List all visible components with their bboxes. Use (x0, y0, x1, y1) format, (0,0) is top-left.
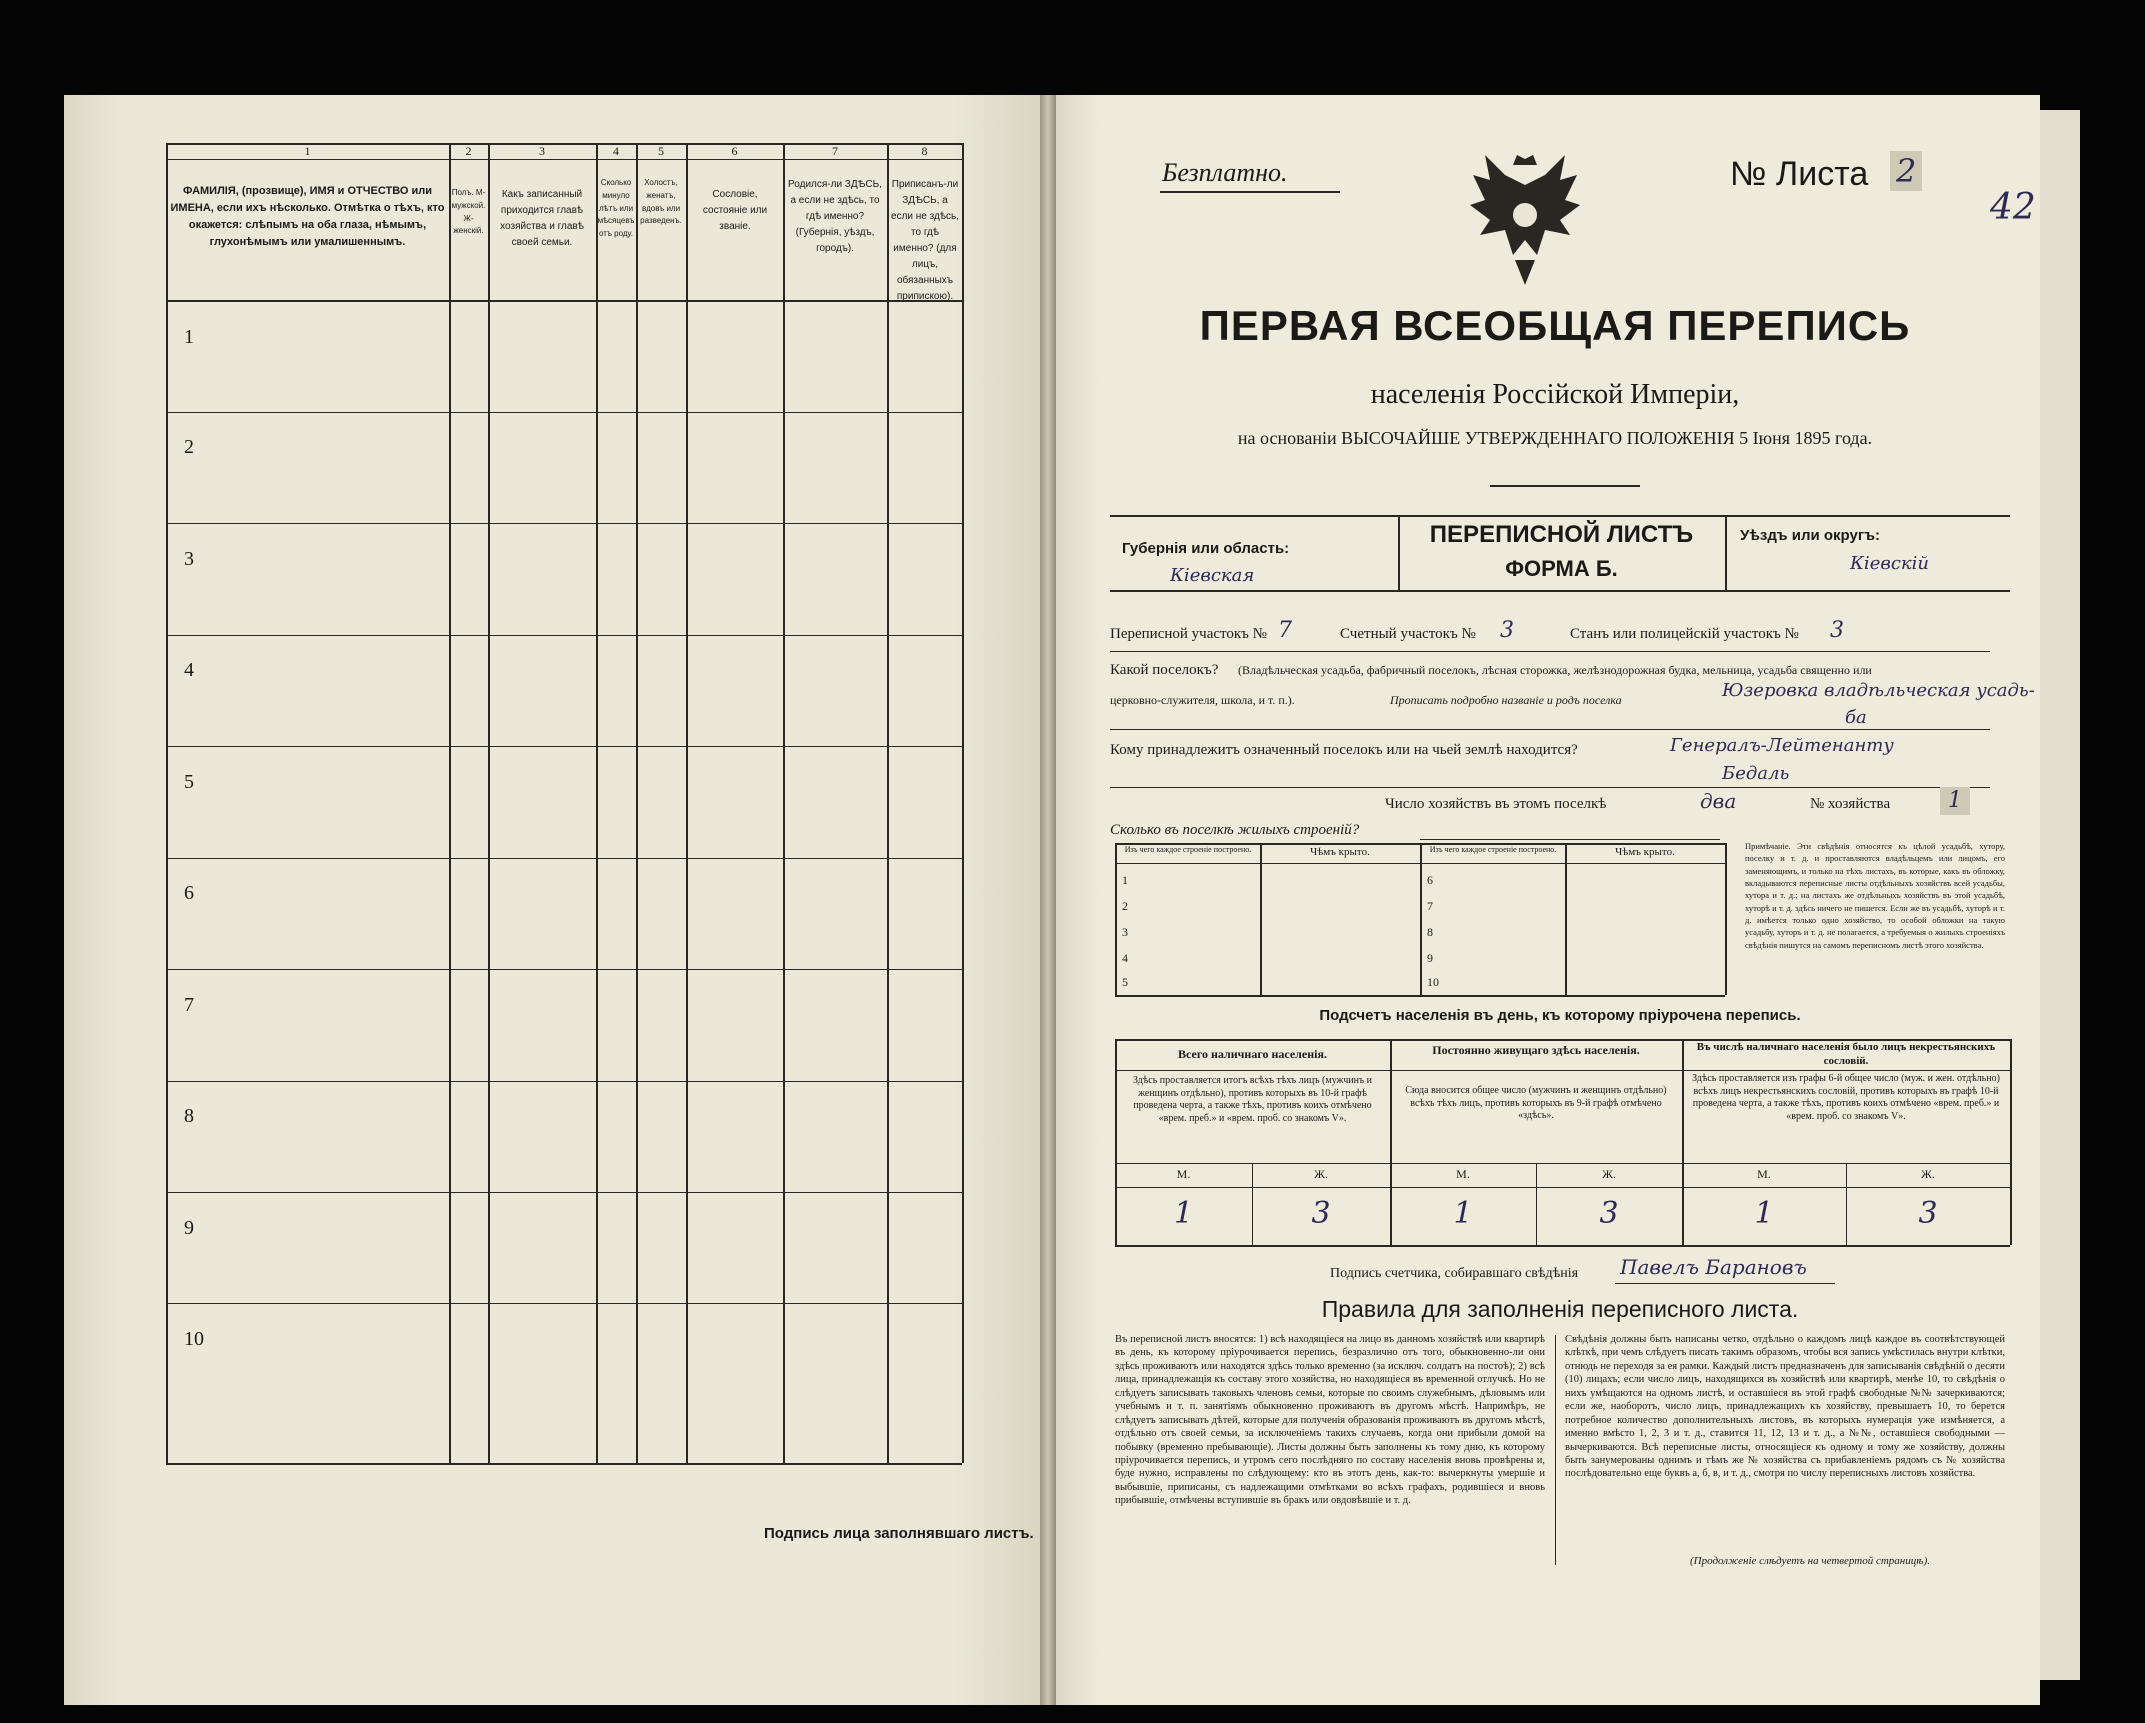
row-number: 3 (184, 548, 194, 570)
header-relation: Какъ записанный приходится главѣ хозяйства и главѣ своей семьи. (500, 189, 584, 248)
count-col-total-desc: Здѣсь проставляется итогъ всѣхъ тѣхъ лицъ (мужчинъ и женщинъ отдѣльно), противъ которыхъ въ 10-й графѣ проведена черта, а также тѣхъ, противъ коихъ отмѣчено «врем. преб.» и «врем. проб. со знакомъ V». (1133, 1075, 1372, 1124)
permanent-female-value: 3 (1599, 1196, 1619, 1231)
count-col-permanent-desc: Сюда вносится общее число (мужчинъ и женщинъ отдѣльно) всѣхъ тѣхъ лицъ, противъ которыхъ въ 9-й графѣ отмѣчено «здѣсь». (1405, 1085, 1667, 1121)
decree-line: на основаніи ВЫСОЧАЙШЕ УТВЕРЖДЕННАГО ПОЛОЖЕНІЯ 5 Іюня 1895 года. (1237, 428, 1873, 448)
row-number: 2 (184, 436, 194, 458)
nonpeasant-male-value: 1 (1754, 1196, 1774, 1231)
owner-value: Генералъ-Лейтенанту (1670, 735, 1894, 756)
bt-row: 9 (1427, 951, 1433, 965)
rules-right-text: Свѣдѣнія должны быть написаны четко, отдѣльно о каждомъ лицѣ каждое въ соотвѣтствующей клѣткѣ, при чемъ слѣдуетъ писать такимъ образомъ, чтобы вся запись умѣстилась внутри клѣтки, отнюдь не переходя за ея рамки. Каждый листъ предназначенъ для записыванія свѣдѣній о десяти (10) лицахъ; если число лицъ, находящихся въ хозяйствѣ или квартирѣ, менѣе 10, то свѣдѣнія о нихъ умѣщаются на одномъ листѣ, и оставшіеся въ этой графѣ свободные №№ зачеркиваются; если же, наоборотъ, число лицъ, принадлежащихъ къ хозяйству, превышаетъ 10, то берется потребное количество дополнительныхъ листовъ, въ которыхъ нумерація уже измѣняется, а именно вмѣсто 1, 2, 3 и т. д., ставится 11, 12, 13 и т. д., а №№, оставшіеся свободными — вычеркиваются. Всѣ переписные листы, относящіеся къ одному и тому же хозяйству, должны быть занумерованы однимъ и тѣмъ же № хозяйства съ прибавленіемъ рядомъ съ № хозяйства послѣдовательно еще буквъ а, б, в, и т. д., смотря по числу переписныхъ листовъ хозяйства. (1565, 1334, 2005, 1480)
settlement-label: Какой поселокъ? (1110, 662, 1219, 678)
form-title: ПЕРЕПИСНОЙ ЛИСТЪ (1429, 521, 1694, 548)
colnum-6: 6 (731, 144, 738, 158)
f-label: Ж. (1314, 1167, 1328, 1181)
header-sex: Полъ. М-мужской. Ж-женскій. (451, 188, 486, 236)
households-label: Число хозяйствъ въ этомъ поселкѣ (1385, 796, 1607, 812)
settlement-hint-2: церковно-служителя, школа, и т. п.). (1110, 693, 1295, 707)
enumerator-label: Подпись счетчика, собиравшаго свѣдѣнія (1330, 1266, 1579, 1281)
households-value: два (1700, 789, 1737, 813)
left-page (64, 95, 1049, 1705)
bt-roof-header: Чѣмъ крыто. (1310, 846, 1370, 858)
sheet-number-value: 2 (1890, 151, 1922, 191)
header-marital: Холостъ, женатъ, вдовъ или разведенъ. (640, 178, 682, 226)
stan-value: 3 (1830, 618, 1844, 643)
bt-row: 4 (1122, 951, 1128, 965)
count-col-permanent-head: Постоянно живущаго здѣсь населенія. (1432, 1043, 1640, 1057)
count-col-nonpeasant-desc: Здѣсь проставляется изъ графы 6-й общее число (муж. и жен. отдѣльно) всѣхъ лицъ некрестьянскихъ сословій, противъ которыхъ въ графѣ 10-й проведена черта, а также тѣхъ, противъ коихъ отмѣчено «врем. преб.» и «врем. проб. со знакомъ V». (1692, 1073, 2000, 1122)
m-label: М. (1456, 1167, 1470, 1181)
enumerator-signature: Павелъ Барановъ (1620, 1255, 1807, 1279)
header-birthplace: Родился-ли ЗДѢСЬ, а если не здѣсь, то гдѣ именно? (Губернія, уѣздъ, городъ). (788, 179, 882, 254)
stan-label: Станъ или полицейскій участокъ № (1570, 626, 1799, 642)
bt-row: 8 (1427, 925, 1433, 939)
buildings-label: Сколько въ поселкѣ жилыхъ строеній? (1110, 822, 1360, 838)
f-label: Ж. (1602, 1167, 1616, 1181)
count-col-total-head: Всего наличнаго населенія. (1178, 1047, 1327, 1061)
sheet-number-label: № Листа (1730, 155, 1869, 193)
count-title: Подсчетъ населенія въ день, къ которому пріурочена перепись. (1319, 1007, 1801, 1024)
row-number: 8 (184, 1105, 194, 1127)
count-area-label: Счетный участокъ № (1340, 626, 1476, 642)
count-area-value: 3 (1500, 618, 1514, 643)
household-number-label: № хозяйства (1810, 796, 1891, 812)
bt-row: 3 (1122, 925, 1128, 939)
bt-row: 2 (1122, 899, 1128, 913)
household-number-value: 1 (1940, 787, 1970, 815)
f-label: Ж. (1921, 1167, 1935, 1181)
bt-roof-header: Чѣмъ крыто. (1615, 846, 1675, 858)
nonpeasant-female-value: 3 (1918, 1196, 1938, 1231)
settlement-hint-3: Прописать подробно названіе и родъ поселка (1390, 693, 1622, 707)
permanent-male-value: 1 (1453, 1196, 1473, 1231)
row-number: 10 (184, 1328, 204, 1350)
bt-row: 7 (1427, 899, 1433, 913)
owner-value-2: Бедаль (1722, 763, 1790, 784)
bt-what-header: Изъ чего каждое строеніе построено. (1429, 845, 1557, 854)
gubernia-value: Кіевская (1170, 565, 1255, 586)
margin-number: 42 (1990, 187, 2036, 228)
form-letter: ФОРМА Б. (1505, 556, 1618, 581)
main-title: ПЕРВАЯ ВСЕОБЩАЯ ПЕРЕПИСЬ (1199, 302, 1911, 349)
header-estate: Сословіе, состояніе или званіе. (702, 189, 768, 232)
census-area-value: 7 (1278, 618, 1292, 643)
row-number: 7 (184, 994, 194, 1016)
row-number: 9 (184, 1217, 194, 1239)
owner-label: Кому принадлежитъ означенный поселокъ или на чьей землѣ находится? (1110, 742, 1578, 758)
colnum-2: 2 (465, 144, 472, 158)
colnum-4: 4 (613, 144, 619, 158)
rules-title: Правила для заполненія переписного листа. (1321, 1296, 1799, 1322)
filler-signature: Подпись лица заполнявшаго листъ. (764, 1525, 1034, 1542)
uezd-value: Кіевскій (1850, 553, 1929, 574)
row-number: 5 (184, 771, 194, 793)
bt-row: 10 (1427, 975, 1439, 989)
colnum-5: 5 (658, 144, 664, 158)
settlement-hint: (Владѣльческая усадьба, фабричный поселокъ, лѣсная сторожка, желѣзнодорожная будка, мельница, усадьба священно или (1238, 663, 1872, 677)
row-number: 4 (184, 659, 194, 681)
gubernia-label: Губернія или область: (1122, 540, 1290, 557)
buildings-note: Примѣчаніе. Эти свѣдѣнія относятся къ цѣлой усадьбѣ, хутору, поселку и т. д. и проставляются владѣльцемъ или лицомъ, его заменяющимъ, и только на тѣхъ листахъ, въ которые, какъ въ обложку, вкладываются переписные листы отдѣльныхъ хозяйствъ всей усадьбы, хутора и т. д.; на листахъ же отдѣльныхъ хозяйствъ въ этой усадьбѣ, хуторѣ и т. д. здѣсь ничего не пишется. Если же въ усадьбѣ, хуторѣ и т. д. имѣется только одно хозяйство, то особой обложки на такую усадьбу, хуторъ и т. д. не полагается, а требуемыя о жилыхъ строеніяхъ свѣдѣнія пишутся на самомъ переписномъ листѣ этого хозяйства. (1745, 841, 2005, 950)
settlement-value: Юзеровка владѣльческая усадь- (1722, 680, 2035, 701)
header-name: ФАМИЛІЯ, (прозвище), ИМЯ и ОТЧЕСТВО или ИМЕНА, если ихъ нѣсколько. Отмѣтка о тѣхъ, кто окажется: слѣпымъ на оба глаза, нѣмымъ, глухонѣмымъ или умалишеннымъ. (170, 185, 445, 249)
count-col-nonpeasant-head: Въ числѣ наличнаго населенія было лицъ некрестьянскихъ сословій. (1696, 1041, 1996, 1067)
main-subtitle: населенія Россійской Имперіи, (1370, 379, 1740, 410)
right-page (1050, 95, 2040, 1705)
rules-left-text: Въ переписной листъ вносятся: 1) всѣ находящіеся на лицо въ данномъ хозяйствѣ или квартирѣ въ день, къ которому пріурочивается перепись, безразлично отъ того, обыкновенно-ли они здѣсь проживаютъ или находятся здѣсь только временно (за исключ. солдатъ на постоѣ); 2) всѣ лица, принадлежащія къ составу этого хозяйства, но находящіеся въ временной отлучкѣ. Но не слѣдуетъ записывать таковыхъ членовъ семьи, которые по своимъ служебнымъ, дѣловымъ или учебнымъ и т. п. занятіямъ обыкновенно проживаютъ въ другомъ мѣстѣ. Напримѣръ, не слѣдуетъ записывать дѣтей, которые для полученія образованія проживаютъ въ другомъ мѣстѣ, отдѣльно отъ своей семьи, за исключеніемъ такихъ случаевъ, когда они прибыли домой на побывку (временно пребывающіе). Листы должны быть заполнены къ тому дню, къ которому пріурочивается перепись, и утромъ сего послѣдняго по составу населенія вновь провѣрены и, буде нужно, исправлены по слѣдующему: кто въ этотъ день, как-то: вычеркнуты умершіе и выбывшіе, приписаны, съ надлежащими отмѣтками во всѣхъ графахъ, родившіеся и вновь прибывшіе, отмѣчены вступившіе въ бракъ или овдовѣвшіе и т. д. (1115, 1334, 1545, 1507)
continued-note: (Продолженіе слѣдуетъ на четвертой страницѣ). (1690, 1555, 1930, 1567)
total-male-value: 1 (1173, 1196, 1194, 1231)
row-number: 6 (184, 882, 194, 904)
colnum-1: 1 (304, 144, 311, 158)
m-label: М. (1176, 1167, 1191, 1181)
imperial-eagle-emblem (1465, 145, 1585, 295)
header-age: Сколько минуло лѣтъ или мѣсяцевъ отъ роду. (597, 178, 635, 239)
settlement-value-2: ба (1845, 707, 1867, 728)
row-number: 1 (184, 326, 194, 348)
free-label: Безплатно. (1162, 158, 1288, 187)
total-female-value: 3 (1311, 1196, 1331, 1231)
bt-row: 6 (1427, 873, 1433, 887)
colnum-7: 7 (832, 144, 838, 158)
book-spine (1040, 95, 1056, 1705)
uezd-label: Уѣздъ или округъ: (1740, 527, 1881, 544)
colnum-8: 8 (921, 144, 928, 158)
header-registered: Приписанъ-ли ЗДѢСЬ, а если не здѣсь, то гдѣ именно? (для лицъ, обязанныхъ припискою). (891, 179, 959, 302)
bt-row: 5 (1122, 975, 1128, 989)
colnum-3: 3 (539, 144, 545, 158)
m-label: М. (1757, 1167, 1771, 1181)
census-area-label: Переписной участокъ № (1110, 626, 1267, 642)
bt-row: 1 (1122, 873, 1128, 887)
bt-what-header: Изъ чего каждое строеніе построено. (1124, 845, 1252, 854)
